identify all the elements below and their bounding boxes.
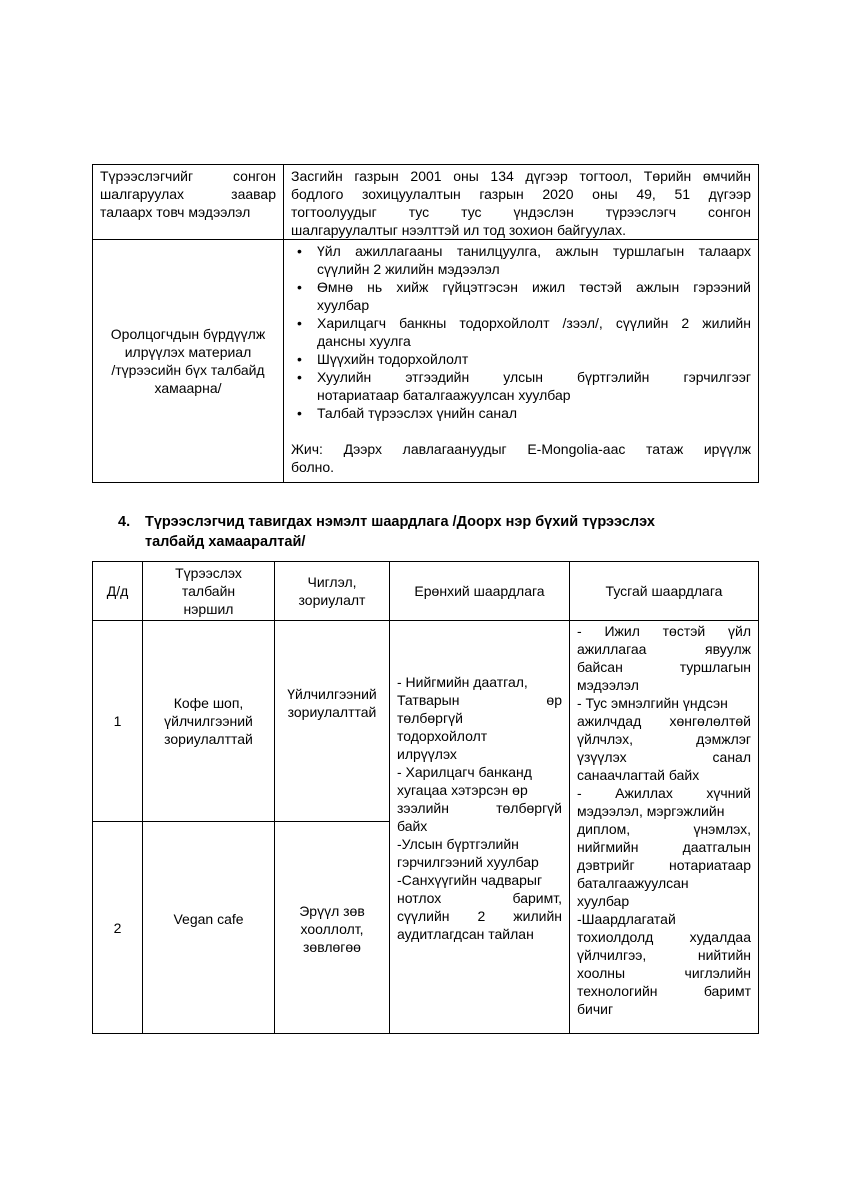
special-line: ажилчдад хөнгөлөлтөй <box>577 713 751 729</box>
direction-line: зөвлөгөө <box>303 939 361 955</box>
materials-list <box>291 242 751 422</box>
special-line: санаачлагтай байх <box>577 767 700 783</box>
general-requirements-cell <box>390 621 570 1034</box>
special-line: хоолны чиглэлийн <box>577 965 751 981</box>
special-line: дэвтрийг нотариатаар <box>577 857 751 873</box>
section-title-line: Түрээслэгчид тавигдах нэмэлт шаардлага /Доорх нэр бүхий түрээслэх <box>145 514 655 530</box>
label-line: Түрээслэгчийг сонгон <box>100 168 276 184</box>
special-line: үйлчлэх, дэмжлэг <box>577 731 751 747</box>
special-line: хуулбар <box>577 893 630 909</box>
bullet-icon: • <box>297 243 302 259</box>
special-line: үзүүлэх санал <box>577 749 751 765</box>
header-label: Чиглэл, <box>307 574 357 590</box>
list-item <box>291 368 751 404</box>
list-item <box>291 404 751 422</box>
general-line: нотлох баримт, <box>397 890 562 906</box>
special-line: байсан туршлагын <box>577 659 751 675</box>
header-general <box>390 562 570 621</box>
list-item-text: Үйл ажиллагааны танилцуулга, ажлын туршлагын талаарх <box>317 243 751 259</box>
general-line: - Харилцагч банканд <box>397 764 532 780</box>
bullet-icon: • <box>297 315 302 331</box>
special-line: тохиолдолд худалдаа <box>577 929 751 945</box>
direction-line: Үйлчилгээний <box>287 686 377 702</box>
general-line: -Санхүүгийн чадварыг <box>397 872 543 888</box>
list-item-text: Харилцагч банкны тодорхойлолт /зээл/, сүүлийн 2 жилийн <box>317 315 751 331</box>
header-label: зориулалт <box>298 592 366 608</box>
special-line: бичиг <box>577 1001 614 1017</box>
label-line: талаарх товч мэдээлэл <box>100 204 251 220</box>
label-line: Оролцогчдын бүрдүүлж <box>110 326 266 342</box>
general-line: Татварын өр <box>397 692 562 708</box>
general-line: аудитлагдсан тайлан <box>397 926 534 942</box>
general-line: илрүүлэх <box>397 746 457 762</box>
special-line: ажиллагаа явуулж <box>577 641 751 657</box>
special-line: мэдээлэл <box>577 677 639 693</box>
special-line: - Тус эмнэлгийн үндсэн <box>577 695 728 711</box>
list-item <box>291 350 751 368</box>
special-line: -Шаардлагатай <box>577 911 676 927</box>
label-line: /түрээсийн бүх талбайд <box>111 362 265 378</box>
list-item <box>291 242 751 278</box>
header-direction <box>275 562 390 621</box>
info-label-cell <box>93 240 284 483</box>
info-label-cell <box>93 165 284 240</box>
list-item-text: Өмнө нь хийж гүйцэтгэсэн ижил төстэй ажлын гэрээний <box>317 279 751 295</box>
note-text: болно. <box>291 459 335 475</box>
list-item-text: Талбай түрээслэх үнийн санал <box>317 405 518 421</box>
special-line: - Ижил төстэй үйл <box>577 623 751 639</box>
list-item-text: Шүүхийн тодорхойлолт <box>317 351 469 367</box>
content-line: тогтоолуудыг тус тус үндэслэн түрээслэгч сонгон <box>291 204 751 220</box>
general-line: хугацаа хэтэрсэн өр <box>397 782 528 798</box>
special-line: үйлчилгээ, нийтийн <box>577 947 751 963</box>
special-line: баталгаажуулсан <box>577 875 689 891</box>
general-line: гэрчилгээний хуулбар <box>397 854 539 870</box>
direction-line: хооллолт, <box>300 921 364 937</box>
direction-cell <box>275 822 390 1034</box>
requirements-table <box>92 561 759 1034</box>
special-line: нийгмийн даатгалын <box>577 839 751 855</box>
info-table <box>92 164 759 483</box>
special-line: технологийн баримт <box>577 983 751 999</box>
section-title-line: талбайд хамааралтай/ <box>145 534 306 550</box>
bullet-icon: • <box>297 279 302 295</box>
table-header-row <box>93 562 759 621</box>
general-line: сүүлийн 2 жилийн <box>397 908 562 924</box>
area-name-line: зориулалттай <box>164 731 253 747</box>
list-item-text: сүүлийн 2 жилийн мэдээлэл <box>317 261 500 277</box>
content-line: бодлого зохицуулалтын газрын 2020 оны 49, 51 дүгээр <box>291 186 751 202</box>
row-number <box>93 822 143 1034</box>
table-row <box>93 621 759 822</box>
special-requirements-cell <box>570 621 759 1034</box>
special-line: - Ажиллах хүчний <box>577 785 751 801</box>
row-number-text: 2 <box>113 919 122 936</box>
area-name-line: Кофе шоп, <box>173 695 244 711</box>
info-row-selection-instructions <box>93 165 759 240</box>
list-item-text: хуулбар <box>317 297 370 313</box>
info-content-cell <box>284 240 759 483</box>
bullet-icon: • <box>297 351 302 367</box>
row-number <box>93 621 143 822</box>
general-line: -Улсын бүртгэлийн <box>397 836 519 852</box>
label-line: хамаарна/ <box>154 380 222 396</box>
list-item <box>291 278 751 314</box>
label-line: шалгаруулах заавар <box>100 186 276 202</box>
section-number: 4. <box>118 514 131 530</box>
area-name-line: үйлчилгээний <box>164 713 253 729</box>
special-line: мэдээлэл, мэргэжлийн <box>577 803 725 819</box>
header-dd <box>93 562 143 621</box>
info-content-cell <box>284 165 759 240</box>
area-name-cell <box>143 621 275 822</box>
general-line: зээлийн төлбөргүй <box>397 800 562 816</box>
header-label: Тусгай шаардлага <box>605 583 723 599</box>
row-number-text: 1 <box>113 713 122 729</box>
general-line: тодорхойлолт <box>397 728 488 744</box>
header-label: Түрээслэх <box>175 565 242 581</box>
direction-line: зориулалттай <box>287 704 377 720</box>
general-line: - Нийгмийн даатгал, <box>397 674 528 690</box>
header-label: Д/д <box>106 583 129 599</box>
direction-line: Эрүүл зөв <box>299 903 365 919</box>
special-line: диплом, үнэмлэх, <box>577 821 751 837</box>
header-label: нэршил <box>183 601 234 617</box>
area-name-cell <box>143 822 275 1034</box>
note-text: Жич: Дээрх лавлагаануудыг E-Mongolia-аас татаж ирүүлж <box>291 441 751 457</box>
header-special <box>570 562 759 621</box>
list-item-text: Хуулийн этгээдийн улсын бүртгэлийн гэрчилгээг <box>317 369 751 385</box>
area-name-line: Vegan cafe <box>173 911 244 927</box>
content-line: шалгаруулалтыг нээлттэй ил тод зохион байгуулах. <box>291 222 626 238</box>
general-line: төлбөргүй <box>397 710 463 726</box>
header-area-name <box>143 562 275 621</box>
content-line: Засгийн газрын 2001 оны 134 дүгээр тогтоол, Төрийн өмчийн <box>291 168 751 184</box>
list-item-text: нотариатаар баталгаажуулсан хуулбар <box>317 387 571 403</box>
list-item <box>291 314 751 350</box>
label-line: илрүүлэх материал <box>124 344 252 360</box>
general-line: байх <box>397 818 428 834</box>
direction-cell <box>275 621 390 822</box>
bullet-icon: • <box>297 405 302 421</box>
bullet-icon: • <box>297 369 302 385</box>
list-item-text: дансны хуулга <box>317 333 411 349</box>
header-label: талбайн <box>181 583 236 599</box>
section-heading <box>118 512 738 552</box>
header-label: Ерөнхий шаардлага <box>414 583 545 599</box>
info-row-required-materials <box>93 240 759 483</box>
